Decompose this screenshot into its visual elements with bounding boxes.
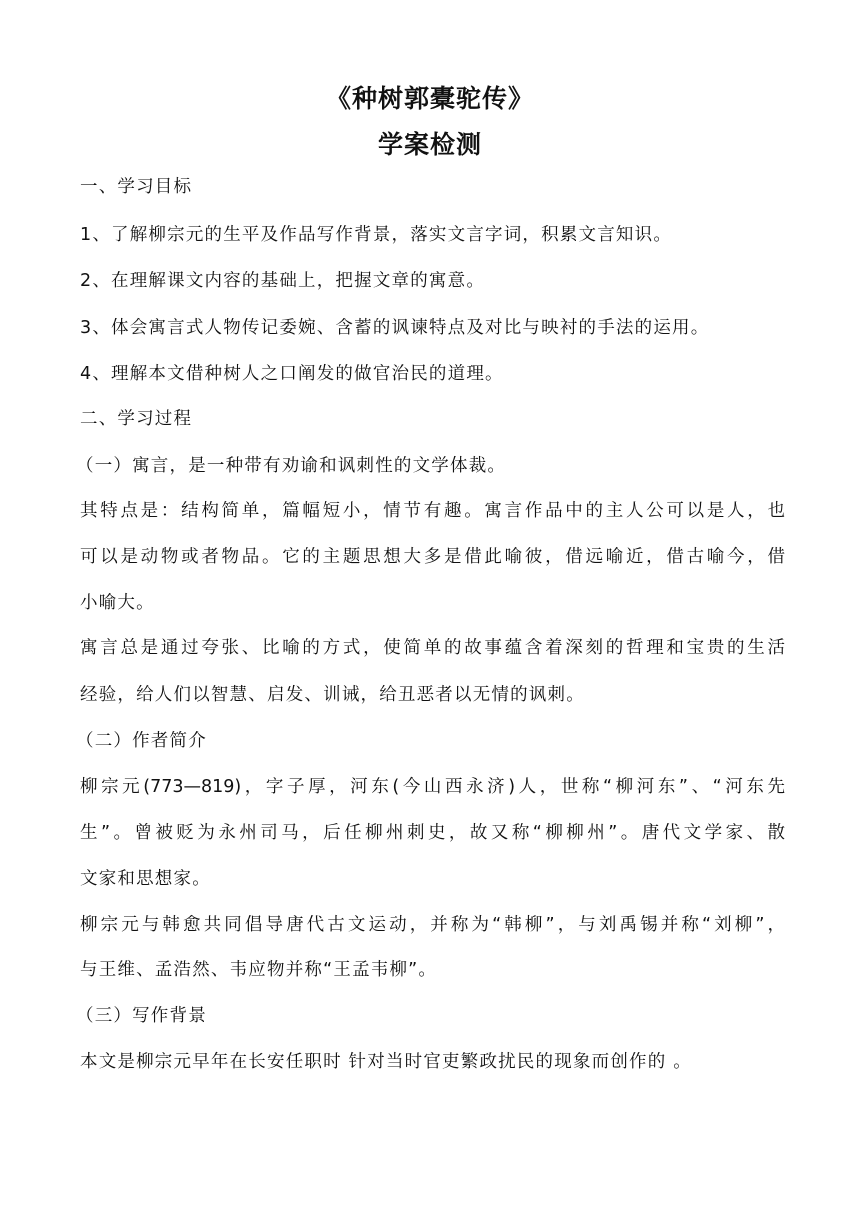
paragraph-line: 柳宗元(773—819)，字子厚，河东(今山西永济)人，世称“柳河东”、“河东先 [80,777,785,797]
subsection-heading-fable: （一）寓言，是一种带有劝谕和讽刺性的文学体裁。 [76,456,507,476]
paragraph-line: 本文是柳宗元早年在长安任职时 针对当时官吏繁政扰民的现象而创作的 。 [80,1052,692,1072]
document-title: 《种树郭橐驼传》 [325,84,534,113]
document-subtitle: 学案检测 [377,130,482,159]
section-heading-process: 二、学习过程 [80,409,193,429]
paragraph-line: 小喻大。 [80,593,155,613]
goal-item-1: 1、了解柳宗元的生平及作品写作背景，落实文言字词，积累文言知识。 [80,225,673,245]
paragraph-line: 文家和思想家。 [80,869,211,889]
paragraph-line: 经验，给人们以智慧、启发、训诫，给丑恶者以无情的讽刺。 [80,685,585,705]
subsection-heading-background: （三）写作背景 [76,1006,207,1026]
goal-item-3: 3、体会寓言式人物传记委婉、含蓄的讽谏特点及对比与映衬的手法的运用。 [80,318,710,338]
section-heading-goals: 一、学习目标 [80,177,193,197]
paragraph-line: 生”。曾被贬为永州司马，后任柳州刺史，故又称“柳柳州”。唐代文学家、散 [80,823,785,843]
goal-item-2: 2、在理解课文内容的基础上，把握文章的寓意。 [80,271,486,291]
paragraph-line: 寓言总是通过夸张、比喻的方式，使简单的故事蕴含着深刻的哲理和宝贵的生活 [80,638,785,658]
paragraph-line: 柳宗元与韩愈共同倡导唐代古文运动，并称为“韩柳”，与刘禹锡并称“刘柳”， [80,915,785,935]
paragraph-line: 其特点是：结构简单，篇幅短小，情节有趣。寓言作品中的主人公可以是人，也 [80,501,785,521]
subsection-heading-author: （二）作者简介 [76,731,207,751]
paragraph-line: 与王维、孟浩然、韦应物并称“王孟韦柳”。 [80,960,438,980]
goal-item-4: 4、理解本文借种树人之口阐发的做官治民的道理。 [80,364,504,384]
paragraph-line: 可以是动物或者物品。它的主题思想大多是借此喻彼，借远喻近，借古喻今，借 [80,547,785,567]
